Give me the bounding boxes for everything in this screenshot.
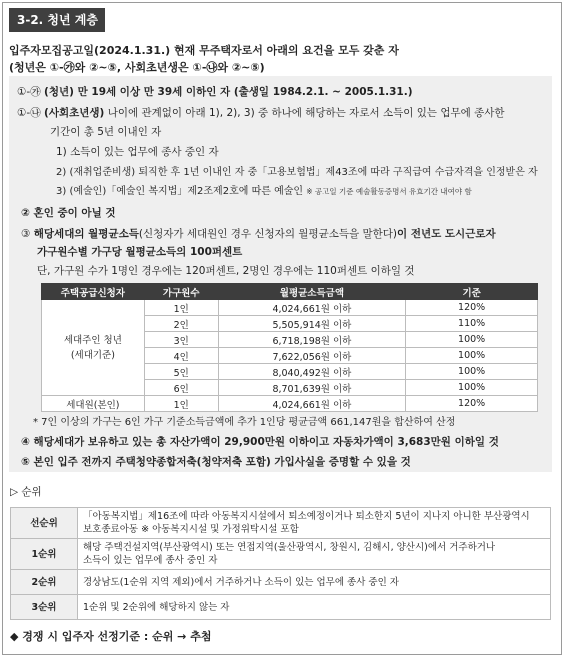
req3-normal: (신청자가 세대원인 경우 신청자의 월평균소득을 말한다) (138, 228, 398, 240)
amount-cell: 4,024,661원 이하 (218, 300, 406, 316)
rank-cell: 2순위 (11, 570, 78, 595)
desc-line: 경상남도(1순위 지역 제외)에서 거주하거나 소득이 있는 업무에 종사 중인 자 (83, 576, 399, 588)
req3-mark: ③ (21, 228, 31, 240)
income-table-header (42, 284, 538, 300)
req1b-item-3-text: 3) (예술인)「예술인 복지법」제2조제2호에 따른 예술인 (56, 186, 304, 197)
members-cell: 3인 (144, 332, 218, 348)
rank-cell: 1순위 (11, 539, 78, 570)
col-header-amount: 월평균소득금액 (218, 284, 406, 300)
group-label-cell (42, 300, 145, 396)
final-line: ◆ 경쟁 시 입주자 선정기준 : 순위 → 추첨 (10, 630, 212, 643)
col-header-members: 가구원수 (144, 284, 218, 300)
table-row (11, 570, 551, 595)
standard-cell: 100% (406, 332, 538, 348)
members-cell: 1인 (144, 396, 218, 412)
members-cell: 6인 (144, 380, 218, 396)
table-row (42, 396, 538, 412)
table-row (11, 508, 551, 539)
intro-line-1: 입주자모집공고일(2024.1.31.) 현재 무주택자로서 아래의 요건을 모두 갖춘 자 (9, 44, 399, 57)
priority-heading: ▷ 순위 (10, 486, 42, 498)
priority-table (10, 507, 551, 620)
desc-cell (78, 508, 551, 539)
desc-line: 해당 주택건설지역(부산광역시) 또는 연접지역(울산광역시, 창원시, 김해시, 양산시)에서 거주하거나 (83, 542, 496, 553)
desc-line: 1순위 및 2순위에 해당하지 않는 자 (83, 601, 230, 613)
intro-line-2: (청년은 ①-㉮와 ②~⑤, 사회초년생은 ①-㉯와 ②~⑤) (9, 61, 265, 74)
req1b-item-1: 1) 소득이 있는 업무에 종사 중인 자 (56, 146, 219, 158)
desc-line: 소득이 있는 업무에 종사 중인 자 (83, 555, 218, 566)
req3-bold-1: 해당세대의 월평균소득 (33, 228, 139, 240)
table-row (42, 300, 538, 316)
member-label-cell: 세대원(본인) (42, 396, 145, 412)
group-label-1: 세대주인 청년 (63, 334, 122, 346)
standard-cell: 100% (406, 348, 538, 364)
standard-cell: 120% (406, 300, 538, 316)
req3-line-2: 가구원수별 가구당 월평균소득의 100퍼센트 (37, 246, 243, 258)
col-header-standard: 기준 (406, 284, 538, 300)
members-cell: 1인 (144, 300, 218, 316)
req1b-item-3-note: ※ 공고일 기준 예술활동증명서 유효기간 내여야 함 (306, 187, 472, 196)
req1b (17, 105, 505, 120)
col-header-applicant: 주택공급신청자 (42, 284, 145, 300)
amount-cell: 8,040,492원 이하 (218, 364, 406, 380)
standard-cell: 100% (406, 380, 538, 396)
desc-cell (78, 539, 551, 570)
amount-cell: 8,701,639원 이하 (218, 380, 406, 396)
req1a-mark: ①-㉮ (17, 86, 41, 98)
req4: ④ 해당세대가 보유하고 있는 총 자산가액이 29,900만원 이하이고 자동차가액이 3,683만원 이하일 것 (21, 436, 499, 448)
members-cell: 2인 (144, 316, 218, 332)
req1b-item-2: 2) (재취업준비생) 퇴직한 후 1년 이내인 자 중「고용보험법」제43조에 따라 구직급여 수급자격을 인정받은 자 (56, 167, 538, 178)
rank-cell: 3순위 (11, 595, 78, 620)
table-note: * 7인 이상의 가구는 6인 가구 기준소득금액에 추가 1인당 평균금액 661,147원을 합산하여 산정 (33, 417, 456, 428)
req1b-text: 나이에 관계없이 아래 1), 2), 3) 중 하나에 해당하는 자로서 소득이 있는 업무에 종사한 (104, 107, 505, 119)
standard-cell: 110% (406, 316, 538, 332)
income-table (41, 283, 538, 412)
req1a-text: (청년) 만 19세 이상 만 39세 이하인 자 (출생일 1984.2.1. ~ 2005.1.31.) (44, 86, 413, 98)
standard-cell: 100% (406, 364, 538, 380)
amount-cell: 5,505,914원 이하 (218, 316, 406, 332)
req3-line-3: 단, 가구원 수가 1명인 경우에는 120퍼센트, 2명인 경우에는 110퍼센트 이하일 것 (37, 265, 415, 277)
req1b-text-2: 기간이 총 5년 이내인 자 (50, 126, 162, 138)
desc-line: 「아동복지법」제16조에 따라 아동복지시설에서 퇴소예정이거나 퇴소한지 5년이 지나지 아니한 부산광역시 (83, 511, 530, 522)
amount-cell: 6,718,198원 이하 (218, 332, 406, 348)
desc-line-text: 보호종료아동 (83, 524, 139, 535)
desc-line (83, 523, 545, 536)
desc-cell (78, 570, 551, 595)
group-label-2: (세대기준) (70, 349, 115, 361)
req2: ② 혼인 중이 아닐 것 (21, 207, 116, 219)
req3-line-1 (21, 226, 496, 241)
req1b-mark: ①-㉯ (17, 107, 41, 119)
rank-cell: 선순위 (11, 508, 78, 539)
table-row (11, 595, 551, 620)
req1b-item-3 (56, 182, 472, 197)
amount-cell: 4,024,661원 이하 (218, 396, 406, 412)
standard-cell: 120% (406, 396, 538, 412)
req5: ⑤ 본인 입주 전까지 주택청약종합저축(청약저축 포함) 가입사실을 증명할 수 있을 것 (21, 456, 411, 468)
desc-note: ※ 아동복지시설 및 가정위탁시설 포함 (141, 524, 299, 535)
amount-cell: 7,622,056원 이하 (218, 348, 406, 364)
desc-cell (78, 595, 551, 620)
req1b-bold: (사회초년생) (44, 107, 105, 119)
req3-bold-2: 이 전년도 도시근로자 (397, 228, 496, 240)
section-title: 3-2. 청년 계층 (9, 8, 105, 32)
table-row (11, 539, 551, 570)
members-cell: 4인 (144, 348, 218, 364)
members-cell: 5인 (144, 364, 218, 380)
req1a (17, 84, 413, 99)
